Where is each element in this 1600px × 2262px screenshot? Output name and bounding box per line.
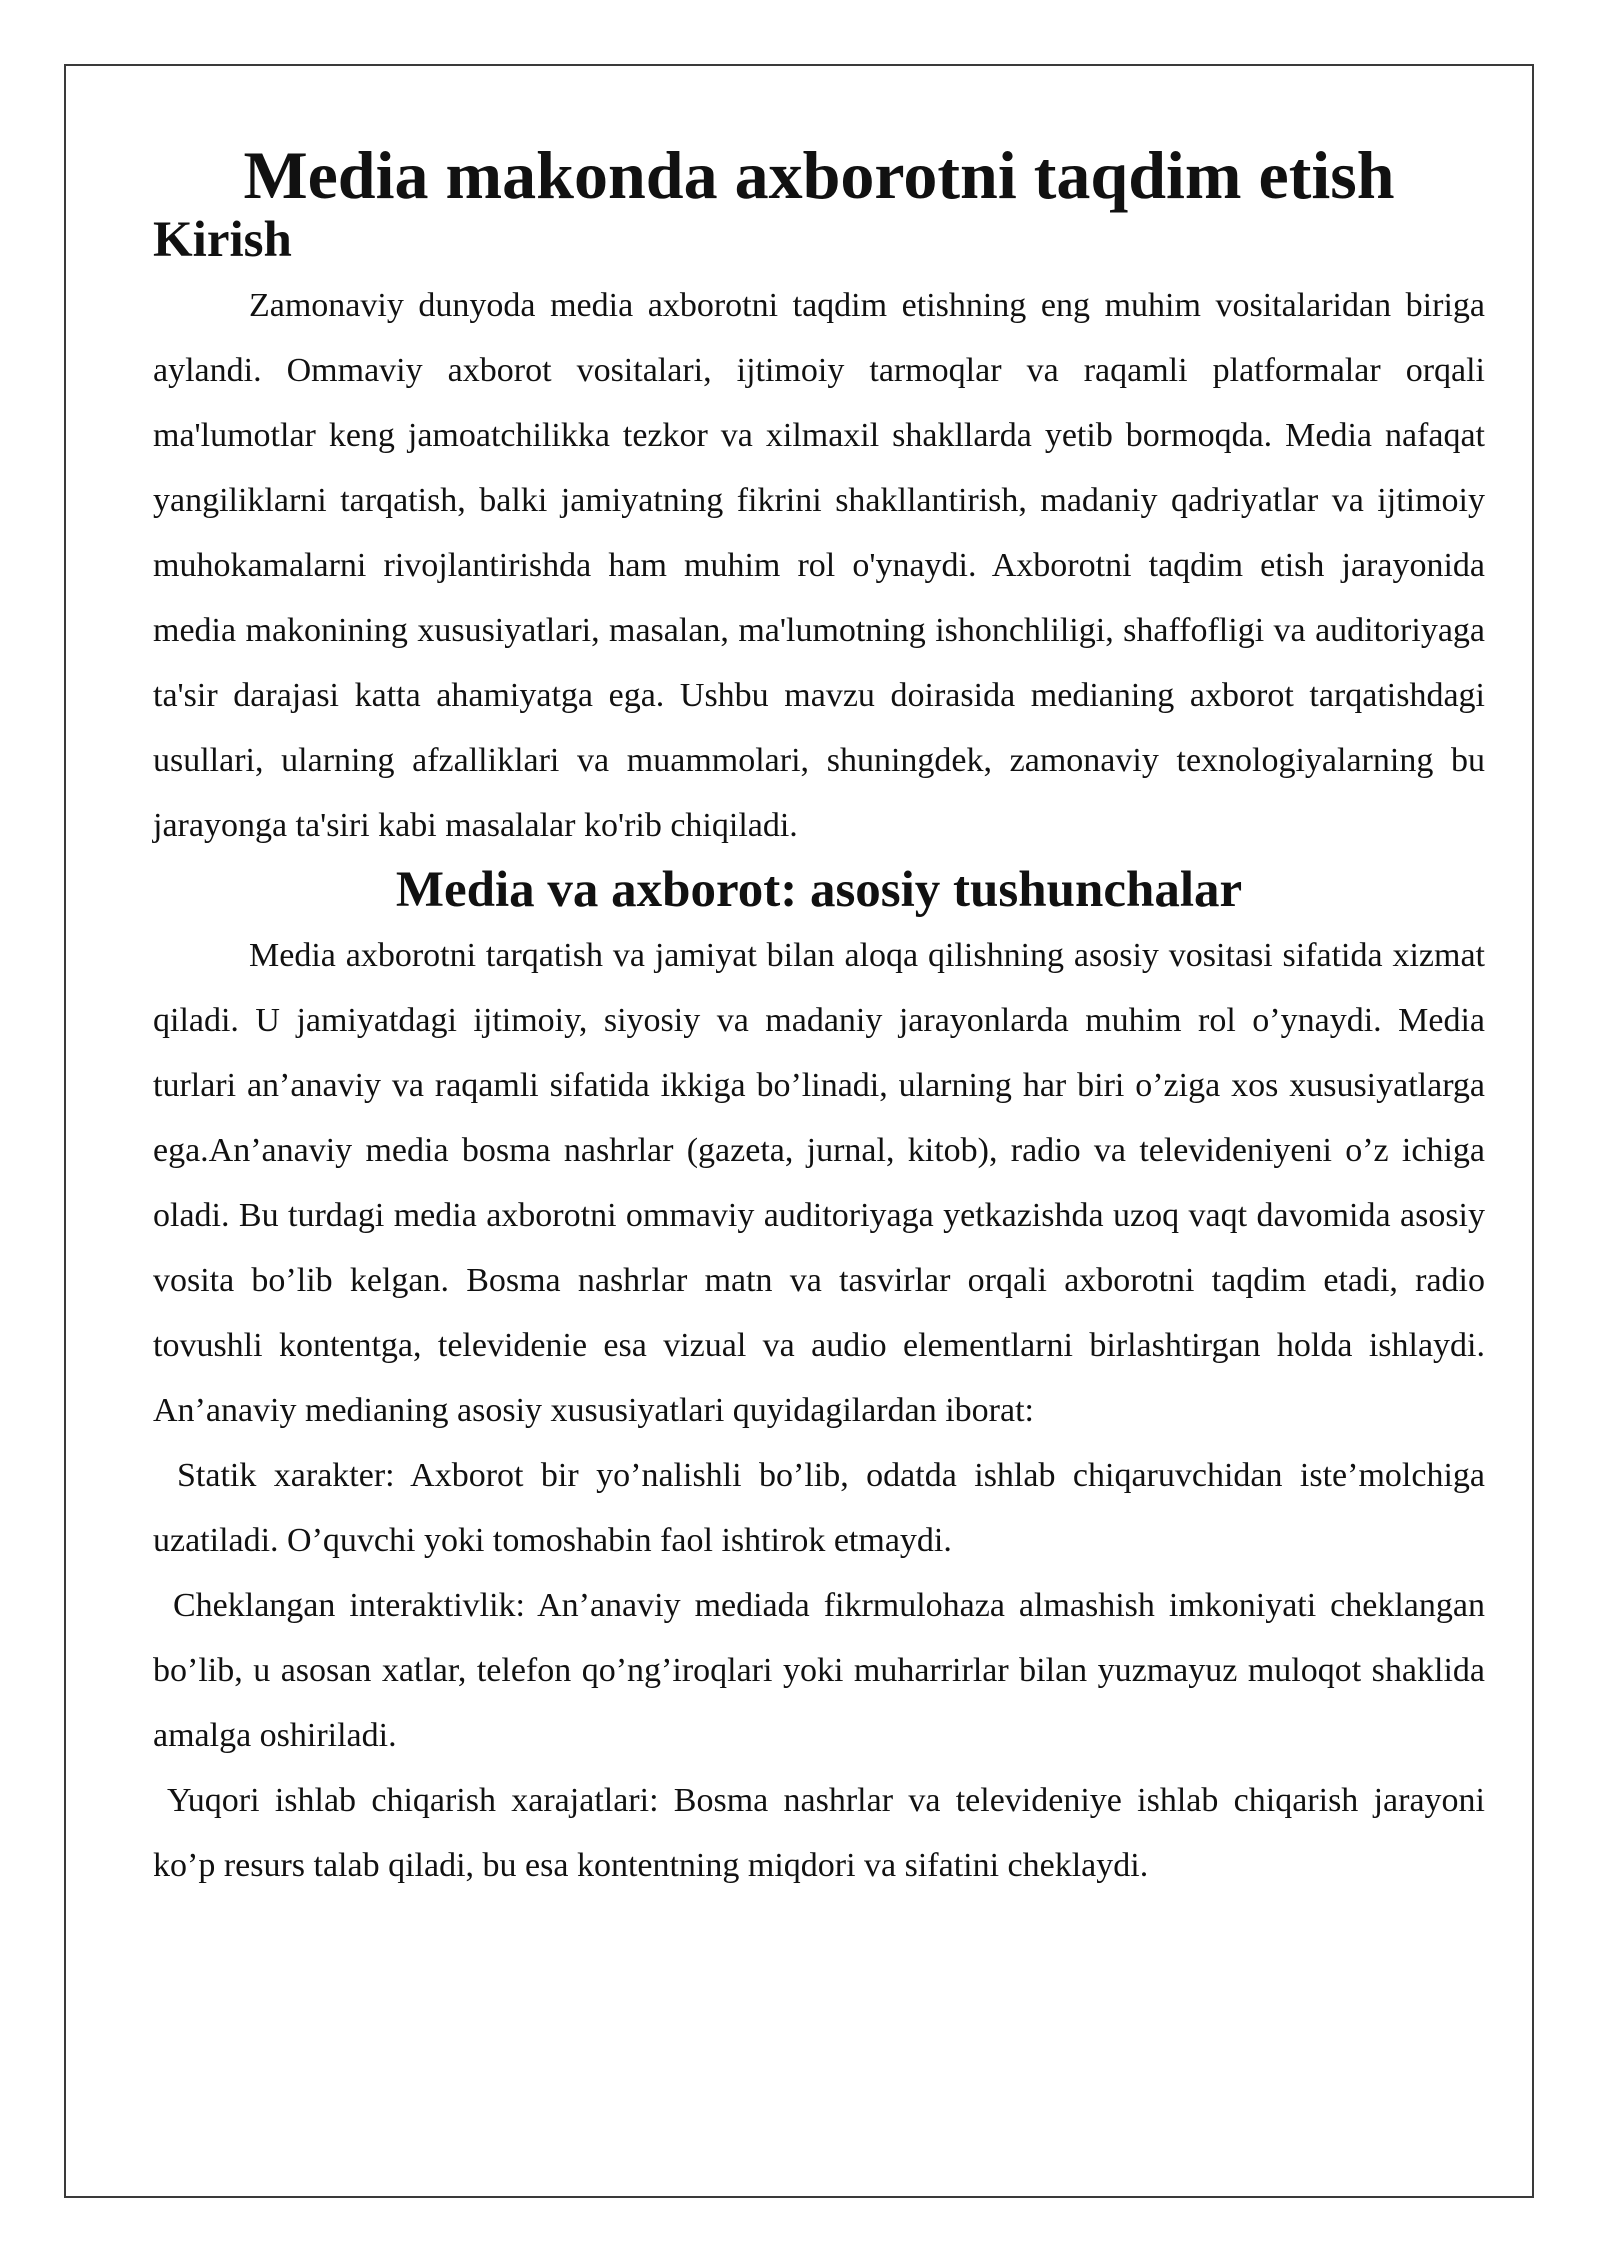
intro-heading: Kirish [153, 212, 292, 268]
document-title: Media makonda axborotni taqdim etish [243, 137, 1395, 213]
section-heading: Media va axborot: asosiy tushunchalar [395, 862, 1243, 918]
list-item: Statik xarakter: Axborot bir yo’nalishli bo’lib, odatda ishlab chiqaruvchidan iste’molchiga uzatiladi. O’quvchi yoki tomoshabin faol ishtirok etmaydi. [153, 1457, 1485, 1559]
list-item: Cheklangan interaktivlik: An’anaviy mediada fikrmulohaza almashish imkoniyati cheklangan bo’lib, u asosan xatlar, telefon qo’ng’iroqlari yoki muharrirlar bilan yuzmayuz muloqot shaklida amalga oshiriladi. [153, 1587, 1485, 1754]
list-item: Yuqori ishlab chiqarish xarajatlari: Bosma nashrlar va televideniye ishlab chiqarish jarayoni ko’p resurs talab qiladi, bu esa kontentning miqdori va sifatini cheklaydi. [153, 1782, 1485, 1884]
intro-paragraph: Zamonaviy dunyoda media axborotni taqdim etishning eng muhim vositalaridan biriga aylandi. Ommaviy axborot vositalari, ijtimoiy tarmoqlar va raqamli platformalar orqali ma'lumotlar keng jamoatchilikka tezkor va xilmaxil shakllarda yetib bormoqda. Media nafaqat yangiliklarni tarqatish, balki jamiyatning fikrini shakllantirish, madaniy qadriyatlar va ijtimoiy muhokamalarni rivojlantirishda ham muhim rol o'ynaydi. Axborotni taqdim etish jarayonida media makonining xususiyatlari, masalan, ma'lumotning ishonchliligi, shaffofligi va auditoriyaga ta'sir darajasi katta ahamiyatga ega. Ushbu mavzu doirasida medianing axborot tarqatishdagi usullari, ularning afzalliklari va muammolari, shuningdek, zamonaviy texnologiyalarning bu jarayonga ta'siri kabi masalalar ko'rib chiqiladi. [153, 287, 1485, 844]
section-paragraph: Media axborotni tarqatish va jamiyat bilan aloqa qilishning asosiy vositasi sifatida xizmat qiladi. U jamiyatdagi ijtimoiy, siyosiy va madaniy jarayonlarda muhim rol o’ynaydi. Media turlari an’anaviy va raqamli sifatida ikkiga bo’linadi, ularning har biri o’ziga xos xususiyatlarga ega.An’anaviy media bosma nashrlar (gazeta, jurnal, kitob), radio va televideniyeni o’z ichiga oladi. Bu turdagi media axborotni ommaviy auditoriyaga yetkazishda uzoq vaqt davomida asosiy vosita bo’lib kelgan. Bosma nashrlar matn va tasvirlar orqali axborotni taqdim etadi, radio tovushli kontentga, televidenie esa vizual va audio elementlarni birlashtirgan holda ishlaydi. An’anaviy medianing asosiy xususiyatlari quyidagilardan iborat: [153, 937, 1485, 1429]
document-body [153, 137, 1485, 1898]
